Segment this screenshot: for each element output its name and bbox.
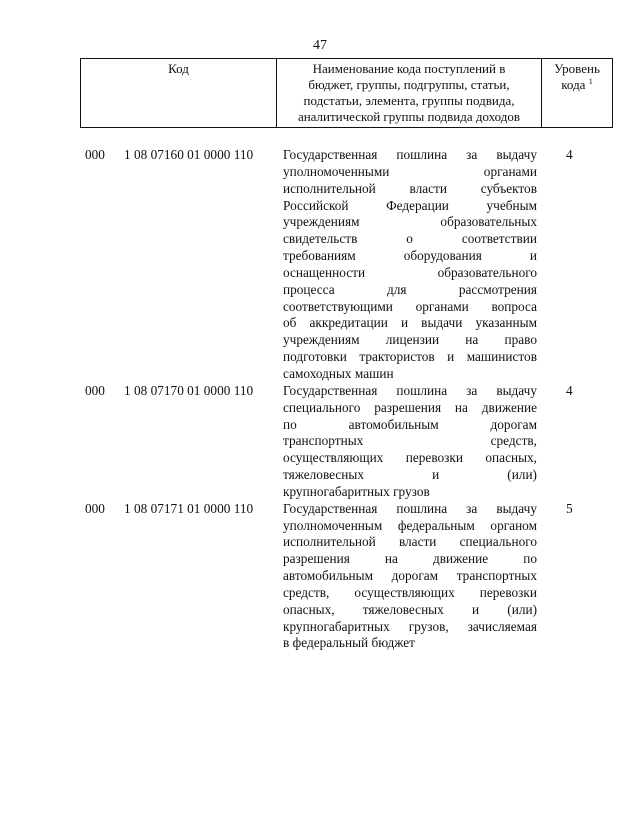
code-level: 4 (566, 382, 573, 398)
revenue-code: 1 08 07171 01 0000 110 (124, 500, 254, 516)
revenue-name-line: уполномоченным федеральным органом (283, 517, 537, 533)
revenue-name-line: транспортных средств, (283, 433, 537, 449)
revenue-name (283, 383, 537, 501)
revenue-name-line: в федеральный бюджет (283, 635, 415, 651)
table-row (80, 501, 612, 653)
header-code-cell (81, 59, 277, 128)
revenue-name-line: исполнительной власти специального (283, 534, 537, 550)
revenue-name-line: свидетельств о соответствии (283, 231, 537, 247)
admin-code: 000 (85, 500, 105, 516)
revenue-name-line: Государственная пошлина за выдачу (283, 500, 537, 516)
revenue-name-line: исполнительной власти субъектов (283, 180, 537, 196)
code-level: 4 (566, 147, 573, 162)
code-level: 5 (566, 500, 573, 516)
admin-code: 000 (85, 147, 105, 162)
header-name-line: бюджет, группы, подгруппы, статьи, (308, 77, 510, 92)
revenue-name-line: самоходных машин (283, 365, 394, 381)
revenue-name-line: по автомобильным дорогам (283, 416, 537, 432)
header-name-line: Наименование кода поступлений в (312, 61, 506, 76)
admin-code: 000 (85, 382, 105, 398)
header-code-label: Код (168, 61, 189, 76)
revenue-name-line: оснащенности образовательного (283, 264, 537, 280)
revenue-name-line: учреждениям лицензии на право (283, 332, 537, 348)
revenue-name-line: уполномоченными органами (283, 163, 537, 179)
header-name-line: подстатьи, элемента, группы подвида, (303, 93, 515, 108)
header-level-cell (542, 59, 613, 128)
revenue-name-line: об аккредитации и выдачи указанным (283, 315, 537, 331)
revenue-code: 1 08 07170 01 0000 110 (124, 382, 254, 398)
table-header (80, 58, 613, 128)
header-level-line (545, 77, 609, 93)
revenue-code: 1 08 07160 01 0000 110 (124, 147, 254, 162)
revenue-name-line: разрешения на движение по (283, 551, 537, 567)
revenue-name (283, 147, 537, 383)
table-row (80, 383, 612, 501)
page-number: 47 (313, 38, 327, 53)
revenue-name-line: соответствующими органами вопроса (283, 298, 537, 314)
table-body (80, 147, 612, 652)
header-name-cell (277, 59, 542, 128)
table-row (80, 147, 612, 383)
revenue-name-line: Государственная пошлина за выдачу (283, 382, 537, 398)
revenue-name-line: требованиям оборудования и (283, 248, 537, 264)
revenue-name-line: средств, осуществляющих перевозки (283, 584, 537, 600)
revenue-name-line: тяжеловесных и (или) (283, 467, 537, 483)
footnote-marker: 1 (588, 77, 593, 86)
revenue-name-line: опасных, тяжеловесных и (или) (283, 601, 537, 617)
revenue-name-line: осуществляющих перевозки опасных, (283, 450, 537, 466)
revenue-name-line: специального разрешения на движение (283, 399, 537, 415)
revenue-name-line: крупногабаритных грузов, зачисляемая (283, 618, 537, 634)
revenue-name-line: автомобильным дорогам транспортных (283, 568, 537, 584)
header-level-label: кода (561, 77, 586, 92)
header-name-line: аналитической группы подвида доходов (297, 109, 521, 124)
header-level-line: Уровень (554, 61, 600, 76)
revenue-name-line: подготовки трактористов и машинистов (283, 349, 537, 365)
revenue-name-line: крупногабаритных грузов (283, 483, 430, 499)
revenue-name (283, 501, 537, 653)
revenue-name-line: Российской Федерации учебным (283, 197, 537, 213)
revenue-name-line: учреждениям образовательных (283, 214, 537, 230)
revenue-name-line: процесса для рассмотрения (283, 281, 537, 297)
revenue-name-line: Государственная пошлина за выдачу (283, 147, 537, 162)
